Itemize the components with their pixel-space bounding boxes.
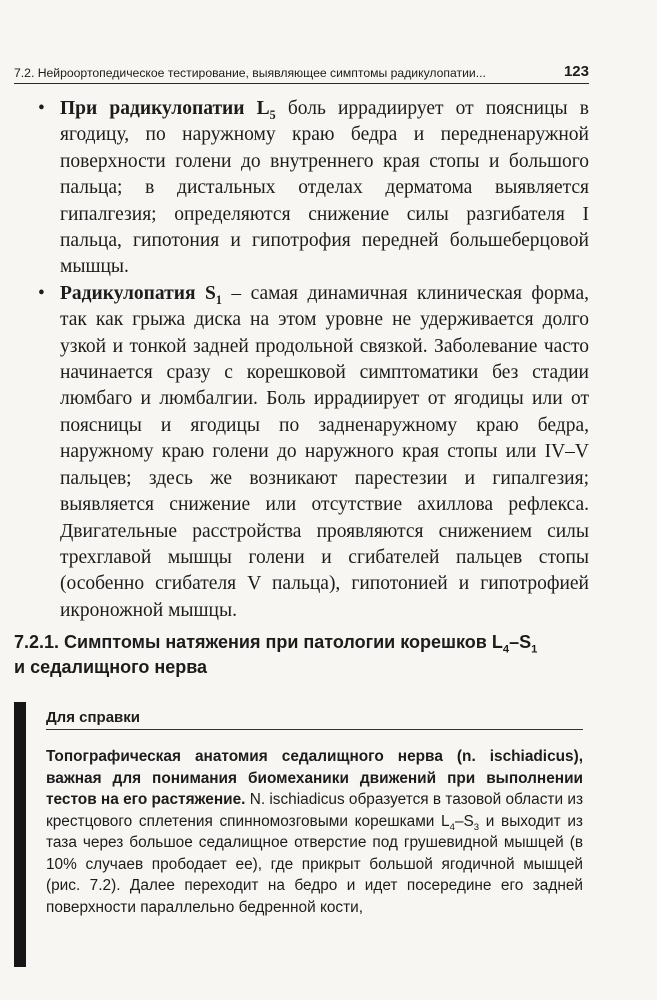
section-title-line2: и седалищного нерва xyxy=(14,657,208,677)
bullet-lead-text: Радикулопатия S xyxy=(60,282,216,304)
reference-bold-lead: Топографическая анатомия седалищного нерва (n. ischiadicus), важная для понимания биомеханики движений при выполнении тестов на его растяжение. xyxy=(46,748,583,808)
reference-sub-a: 4 xyxy=(449,821,455,833)
bullet-text: боль иррадиирует от поясницы в ягодицу, по наружному краю бедра и передненаружной поверхности голени до внутреннего края стопы и большого пальца; в дистальных отделах дерматома выявляется гипалгезия; определяются снижение силы разгибателя I пальца, гипотония и гипотрофия передней большеберцовой мышцы. xyxy=(60,98,589,278)
bullet-text: – самая динамичная клиническая форма, так как грыжа диска на этом уровне не удерживается долго узкой и тонкой задней продольной связкой. Заболевание часто начинается сразу с корешковой симптоматики без стадии люмбаго и люмбалгии. Боль иррадиирует от ягодицы или от поясницы и ягодицы по задненаружному краю бедра, наружному краю голени до наружного края стопы или IV–V пальцев; здесь же возникают парестезии и гипалгезия; выявляется снижение или отсутствие ахиллова рефлекса. Двигательные расстройства проявляются снижением силы трехглавой мышцы голени и сгибателей пальцев стопы (особенно сгибателя V пальца), гипотонией и гипотрофией икроножной мышцы. xyxy=(60,282,589,621)
reference-box-body xyxy=(46,746,583,918)
reference-text-a: N. ischiadicus образуется в тазовой области из крестцового сплетения спинномозговыми корешками L xyxy=(46,791,583,830)
section-sub-a: 4 xyxy=(502,643,510,656)
reference-box-title: Для справки xyxy=(46,709,583,730)
page-number: 123 xyxy=(563,63,589,80)
reference-text-b: –S xyxy=(454,812,474,830)
page-header xyxy=(14,56,589,84)
bullet-mark: • xyxy=(38,282,45,304)
bullet-item-l5 xyxy=(38,96,589,281)
bullet-lead-subscript: 5 xyxy=(269,107,276,122)
bullet-item-s1 xyxy=(38,281,589,624)
reference-box xyxy=(14,702,589,967)
bullet-mark: • xyxy=(38,98,45,119)
bullet-lead xyxy=(60,282,222,307)
section-dash: –S xyxy=(509,632,532,652)
running-head: 7.2. Нейроортопедическое тестирование, выявляющее симптомы радикулопатии... xyxy=(14,66,486,80)
reference-sub-b: 3 xyxy=(473,821,480,833)
bullet-lead-text: При радикулопатии L xyxy=(60,98,270,119)
bullet-lead-subscript: 1 xyxy=(215,292,222,307)
section-title: 7.2.1. Симптомы натяжения при патологии корешков L xyxy=(14,632,503,652)
section-heading xyxy=(14,630,589,680)
bullet-list xyxy=(38,96,589,624)
reference-box-bar xyxy=(14,702,26,967)
reference-text-c: и выходит из таза через большое седалищное отверстие под грушевидной мышцей (в 10% случаев прободает ее), где прикрыт большой ягодичной мышцей (рис. 7.2). Далее переходит на бедро и идет посередине его задней поверхности параллельно бедренной кости, xyxy=(46,812,583,916)
bullet-lead xyxy=(60,98,276,122)
section-sub-b: 1 xyxy=(531,643,538,656)
